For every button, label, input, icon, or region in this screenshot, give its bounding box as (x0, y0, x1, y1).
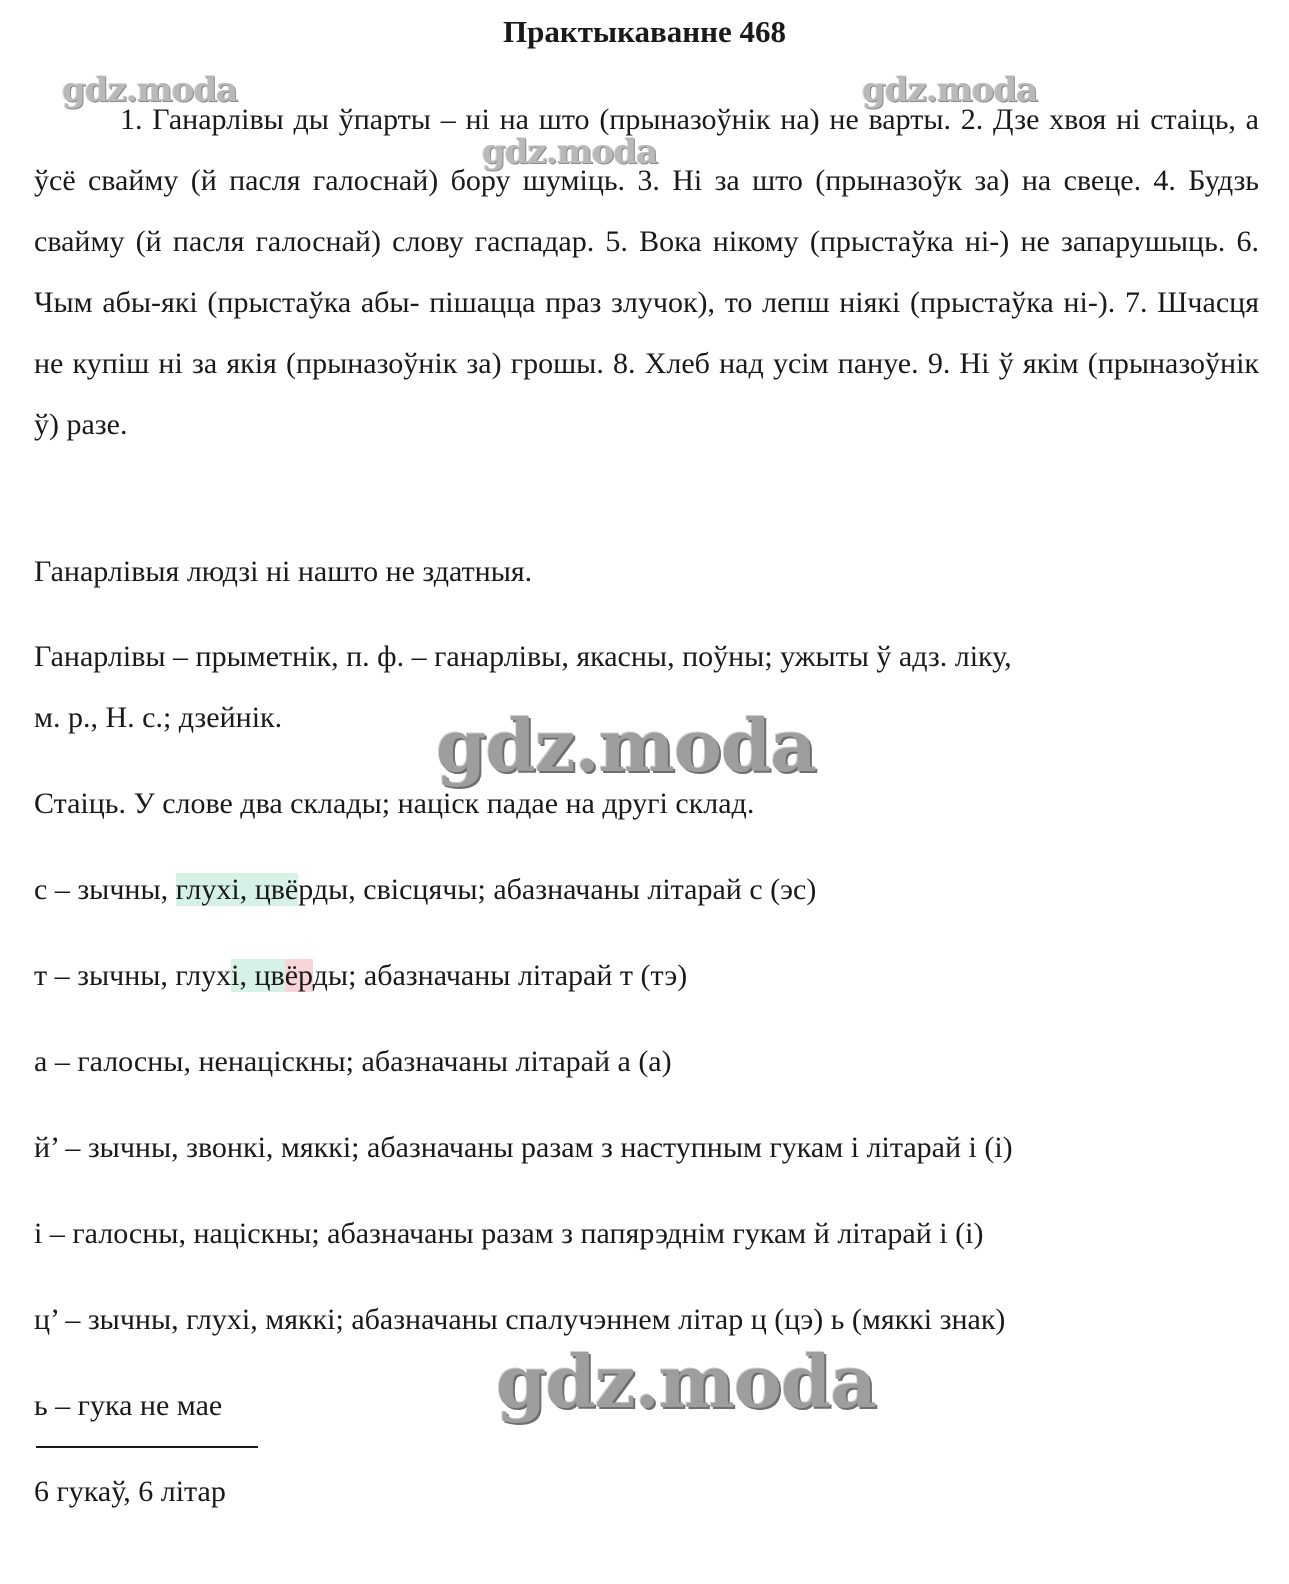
phonetic-row-t (34, 956, 687, 996)
example-sentence: Ганарлівыя людзі ні нашто не здатныя. (34, 555, 533, 588)
phonetic-row-soft-sign: ь – гука не мае (34, 1389, 223, 1422)
phonetic-row-s-part: с – зычны, (34, 873, 176, 906)
watermark: gdz.moda (436, 703, 816, 788)
highlight-green: глухі, цвё (175, 873, 299, 906)
watermark: gdz.moda (862, 70, 1038, 110)
watermark: gdz.moda (482, 132, 658, 172)
morphological-analysis-line-1: Ганарлівы – прыметнік, п. ф. – ганарлівы, якасны, поўны; ужыты ў адз. ліку, (34, 640, 1012, 673)
phonetic-row-s (34, 870, 816, 910)
phonetic-intro: Стаіць. У слове два склады; націск падае на другі склад. (34, 787, 755, 820)
morphological-analysis-line-2: м. р., Н. с.; дзейнік. (34, 701, 283, 734)
phonetic-row-s-part: рды, свісцячы; абазначаны літарай с (эс) (298, 873, 817, 906)
summary-divider (36, 1446, 258, 1448)
phonetic-total: 6 гукаў, 6 літар (34, 1475, 226, 1508)
highlight-red: ёр (284, 959, 313, 992)
watermark: gdz.moda (496, 1339, 876, 1424)
phonetic-row-i: і – галосны, націскны; абазначаны разам з папярэднім гукам й літарай і (і) (34, 1217, 984, 1250)
phonetic-row-t-part: ды; абазначаны літарай т (тэ) (312, 959, 688, 992)
phonetic-row-t-part: т – зычны, глух (34, 959, 232, 992)
phonetic-row-j: й’ – зычны, звонкі, мяккі; абазначаны разам з наступным гукам і літарай і (і) (34, 1131, 1013, 1164)
phonetic-row-a: а – галосны, ненаціскны; абазначаны літарай а (а) (34, 1045, 672, 1078)
page-title: Практыкаванне 468 (502, 14, 786, 49)
exercise-text: 1. Ганарлівы ды ўпарты – ні на што (прыназоўнік на) не варты. 2. Дзе хвоя ні стаіць, а ўсё свайму (й пасля галоснай) бору шуміць. 3. Ні за што (прыназоўк за) на свеце. 4. Будзь свайму (й пасля галоснай) слову гаспадар. 5. Вока нікому (прыстаўка ні-) не запарушыць. 6. Чым абы-які (прыстаўка абы- пішацца праз злучок), то лепш ніякі (прыстаўка ні-). 7. Шчасця не купіш ні за якія (прыназоўнік за) грошы. 8. Хлеб над усім пануе. 9. Ні ў якім (прыназоўнік ў) разе. (34, 103, 1259, 441)
watermark: gdz.moda (62, 70, 238, 110)
highlight-green: і, цв (231, 959, 285, 992)
phonetic-row-c: ц’ – зычны, глухі, мяккі; абазначаны спалучэннем літар ц (цэ) ь (мяккі знак) (34, 1303, 1006, 1336)
